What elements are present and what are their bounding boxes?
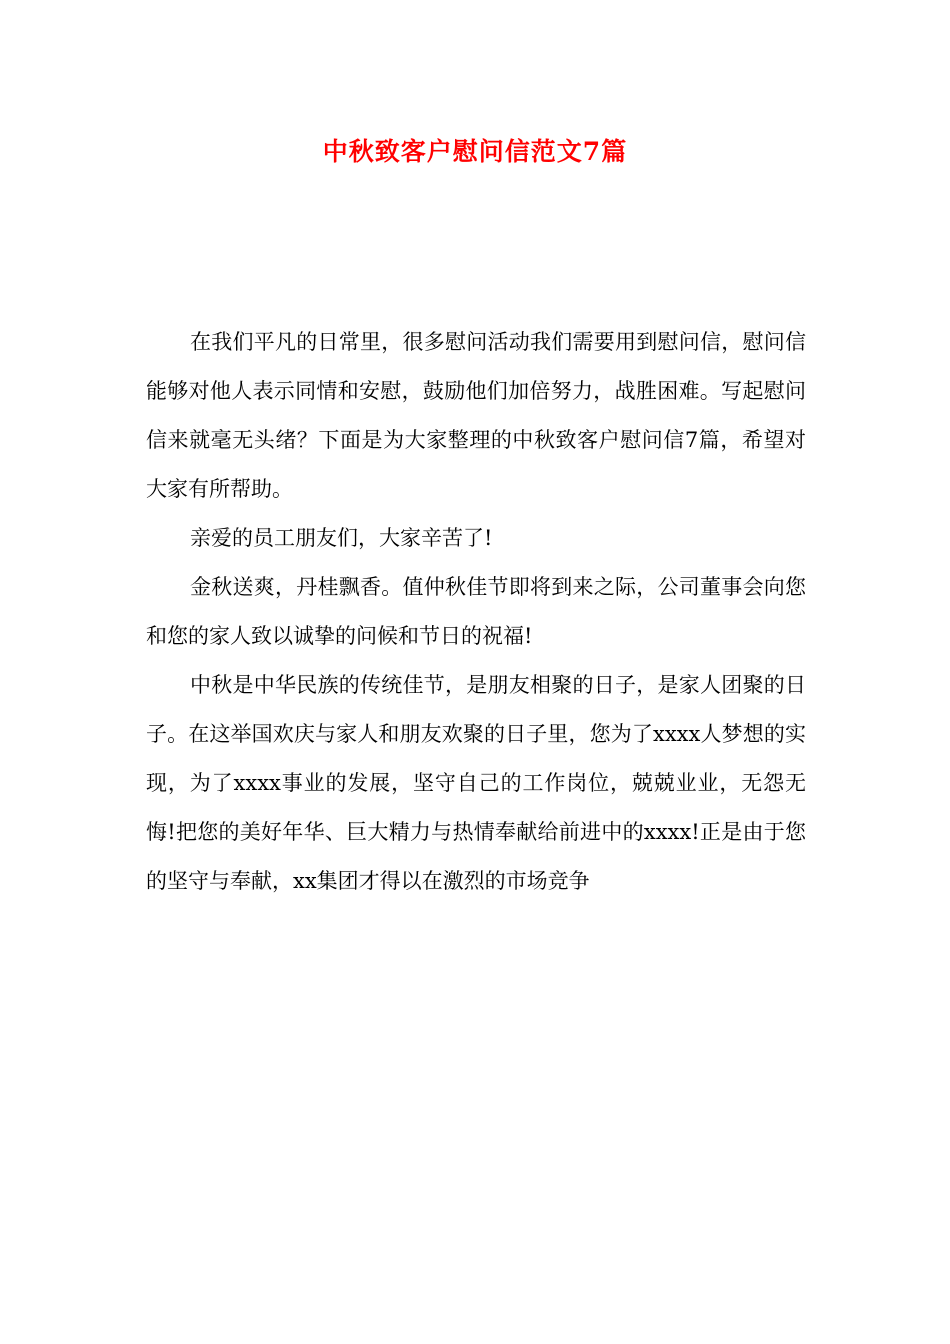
paragraph-main: 中秋是中华民族的传统佳节，是朋友相聚的日子，是家人团聚的日子。在这举国欢庆与家人和朋友欢聚的日子里，您为了xxxx人梦想的实现，为了xxxx事业的发展，坚守自己的工作岗位，兢兢业业，无怨无悔!把您的美好年华、巨大精力与热情奉献给前进中的xxxx!正是由于您的坚守与奉献，xx集团才得以在激烈的市场竞争: [146, 673, 806, 893]
document-title: 中秋致客户慰问信范文7篇: [322, 137, 628, 166]
document-body: [146, 318, 806, 906]
paragraph-wishes: 金秋送爽，丹桂飘香。值仲秋佳节即将到来之际，公司董事会向您和您的家人致以诚挚的问候和节日的祝福!: [146, 575, 806, 648]
paragraph-greeting: 亲爱的员工朋友们，大家辛苦了!: [190, 526, 493, 550]
paragraph-intro: 在我们平凡的日常里，很多慰问活动我们需要用到慰问信，慰问信能够对他人表示同情和安慰，鼓励他们加倍努力，战胜困难。写起慰问信来就毫无头绪？下面是为大家整理的中秋致客户慰问信7篇，希望对大家有所帮助。: [146, 330, 806, 501]
